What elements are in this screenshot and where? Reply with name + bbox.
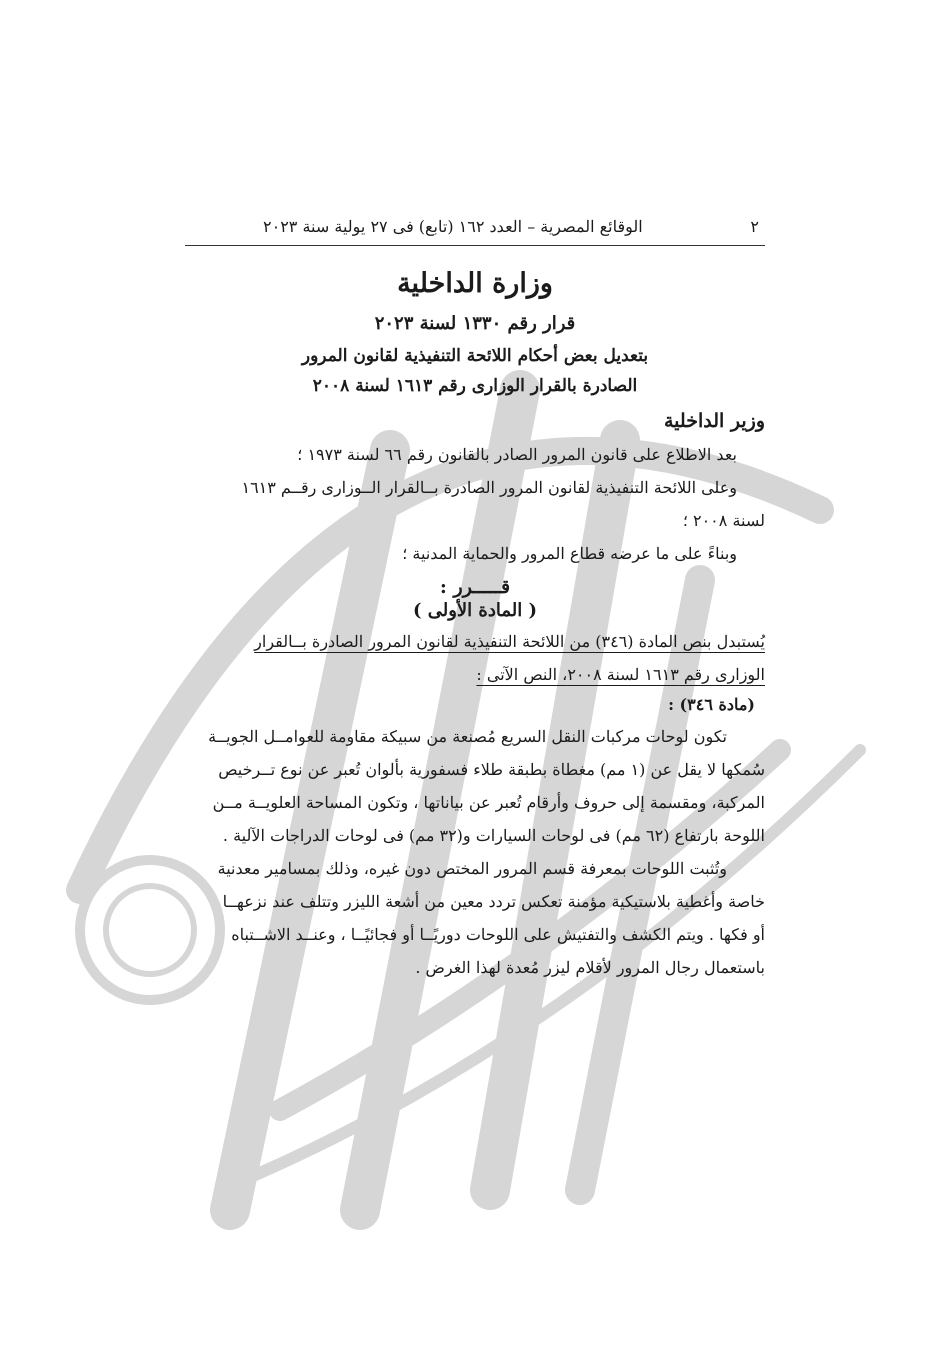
preamble	[185, 438, 765, 570]
body-line: اللوحة بارتفاع (٦٢ مم) فى لوحات السيارات و(٣٢ مم) فى لوحات الدراجات الآلية .	[222, 826, 765, 845]
decided-heading: قـــــرر :	[439, 576, 511, 598]
preamble-line: وعلى اللائحة التنفيذية لقانون المرور الصادرة بــالقرار الــوزارى رقــم ١٦١٣	[241, 478, 737, 497]
preamble-line: لسنة ٢٠٠٨ ؛	[682, 511, 765, 530]
minister-label: وزير الداخلية	[663, 410, 765, 432]
body-line: سُمكها لا يقل عن (١ مم) مغطاة بطبقة طلاء فسفورية بألوان تُعبر عن نوع تــرخيص	[218, 760, 765, 779]
article-346-paragraph-2	[185, 852, 765, 984]
page-header	[185, 205, 765, 246]
body-line: خاصة وأغطية بلاستيكية مؤمنة تعكس تردد معين من أشعة الليزر وتتلف عند نزعهــا	[222, 892, 765, 911]
article-one-body	[185, 625, 765, 691]
article-346-paragraph-1	[185, 720, 765, 852]
article-one-heading: ( المادة الأولى )	[412, 600, 538, 621]
ministry-title: وزارة الداخلية	[397, 268, 553, 299]
gazette-page	[185, 205, 765, 984]
article-one-line: يُستبدل بنص المادة (٣٤٦) من اللائحة التنفيذية لقانون المرور الصادرة بــالقرار	[254, 632, 765, 651]
gazette-header-text: الوقائع المصرية – العدد ١٦٢ (تابع) فى ٢٧ يولية سنة ٢٠٢٣	[263, 217, 643, 236]
body-line: وتُثبت اللوحات بمعرفة قسم المرور المختص دون غيره، وذلك بمسامير معدنية	[217, 859, 727, 878]
article-one-line: الوزارى رقم ١٦١٣ لسنة ٢٠٠٨، النص الآتى :	[476, 665, 765, 684]
body-line: باستعمال رجال المرور لأقلام ليزر مُعدة لهذا الغرض .	[415, 958, 765, 977]
body-line: أو فكها . ويتم الكشف والتفتيش على اللوحات دوريًــا أو فجائيًــا ، وعنــد الاشــتباه	[231, 925, 765, 944]
preamble-line: بعد الاطلاع على قانون المرور الصادر بالقانون رقم ٦٦ لسنة ١٩٧٣ ؛	[297, 445, 737, 464]
subject-line-2: الصادرة بالقرار الوزارى رقم ١٦١٣ لسنة ٢٠٠٨	[312, 376, 638, 396]
article-346-label: (مادة ٣٤٦) :	[668, 695, 755, 714]
decision-number: قرار رقم ١٣٣٠ لسنة ٢٠٢٣	[374, 313, 576, 334]
subject-line-1: بتعديل بعض أحكام اللائحة التنفيذية لقانون المرور	[301, 346, 649, 366]
preamble-line: وبناءً على ما عرضه قطاع المرور والحماية المدنية ؛	[402, 544, 737, 563]
body-line: تكون لوحات مركبات النقل السريع مُصنعة من سبيكة مقاومة للعوامــل الجويــة	[208, 727, 727, 746]
page-number: ٢	[750, 217, 759, 236]
body-line: المركبة، ومقسمة إلى حروف وأرقام تُعبر عن بياناتها ، وتكون المساحة العلويــة مــن	[212, 793, 765, 812]
